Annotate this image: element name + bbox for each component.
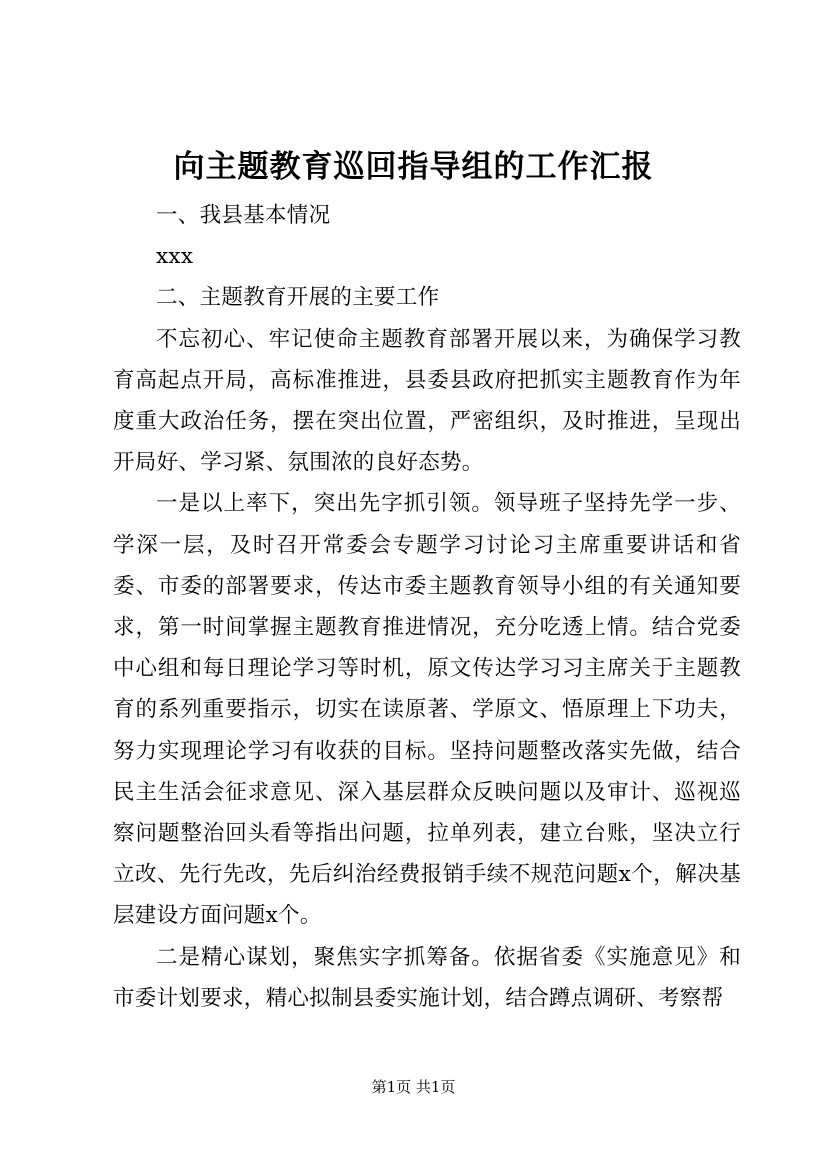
- body-paragraph: 二是精心谋划，聚焦实字抓筹备。依据省委《实施意见》和市委计划要求，精心拟制县委实施计划，结合蹲点调研、考察帮: [113, 944, 741, 1011]
- document-title: 向主题教育巡回指导组的工作汇报: [173, 149, 654, 185]
- document-body: [113, 195, 741, 1019]
- page-footer: 第1页 共1页: [371, 1078, 456, 1096]
- body-paragraph: 不忘初心、牢记使命主题教育部署开展以来，为确保学习教育高起点开局，高标准推进，县委县政府把抓实主题教育作为年度重大政治任务，摆在突出位置，严密组织，及时推进，呈现出开局好、学习紧、氛围浓的良好态势。: [113, 326, 741, 476]
- section-heading-main-work: 二、主题教育开展的主要工作: [156, 285, 440, 311]
- section-heading-basic-situation: 一、我县基本情况: [156, 203, 331, 228]
- placeholder-text: xxx: [156, 244, 194, 270]
- body-paragraph: 一是以上率下，突出先字抓引领。领导班子坚持先学一步、学深一层，及时召开常委会专题学习讨论习主席重要讲话和省委、市委的部署要求，传达市委主题教育领导小组的有关通知要求，第一时间掌握主题教育推进情况，充分吃透上情。结合党委中心组和每日理论学习等时机，原文传达学习习主席关于主题教育的系列重要指示，切实在读原著、学原文、悟原理上下功夫，努力实现理论学习有收获的目标。坚持问题整改落实先做，结合民主生活会征求意见、深入基层群众反映问题以及审计、巡视巡察问题整治回头看等指出问题，拉单列表，建立台账，坚决立行立改、先行先改，先后纠治经费报销手续不规范问题x个，解决基层建设方面问题x个。: [113, 491, 741, 929]
